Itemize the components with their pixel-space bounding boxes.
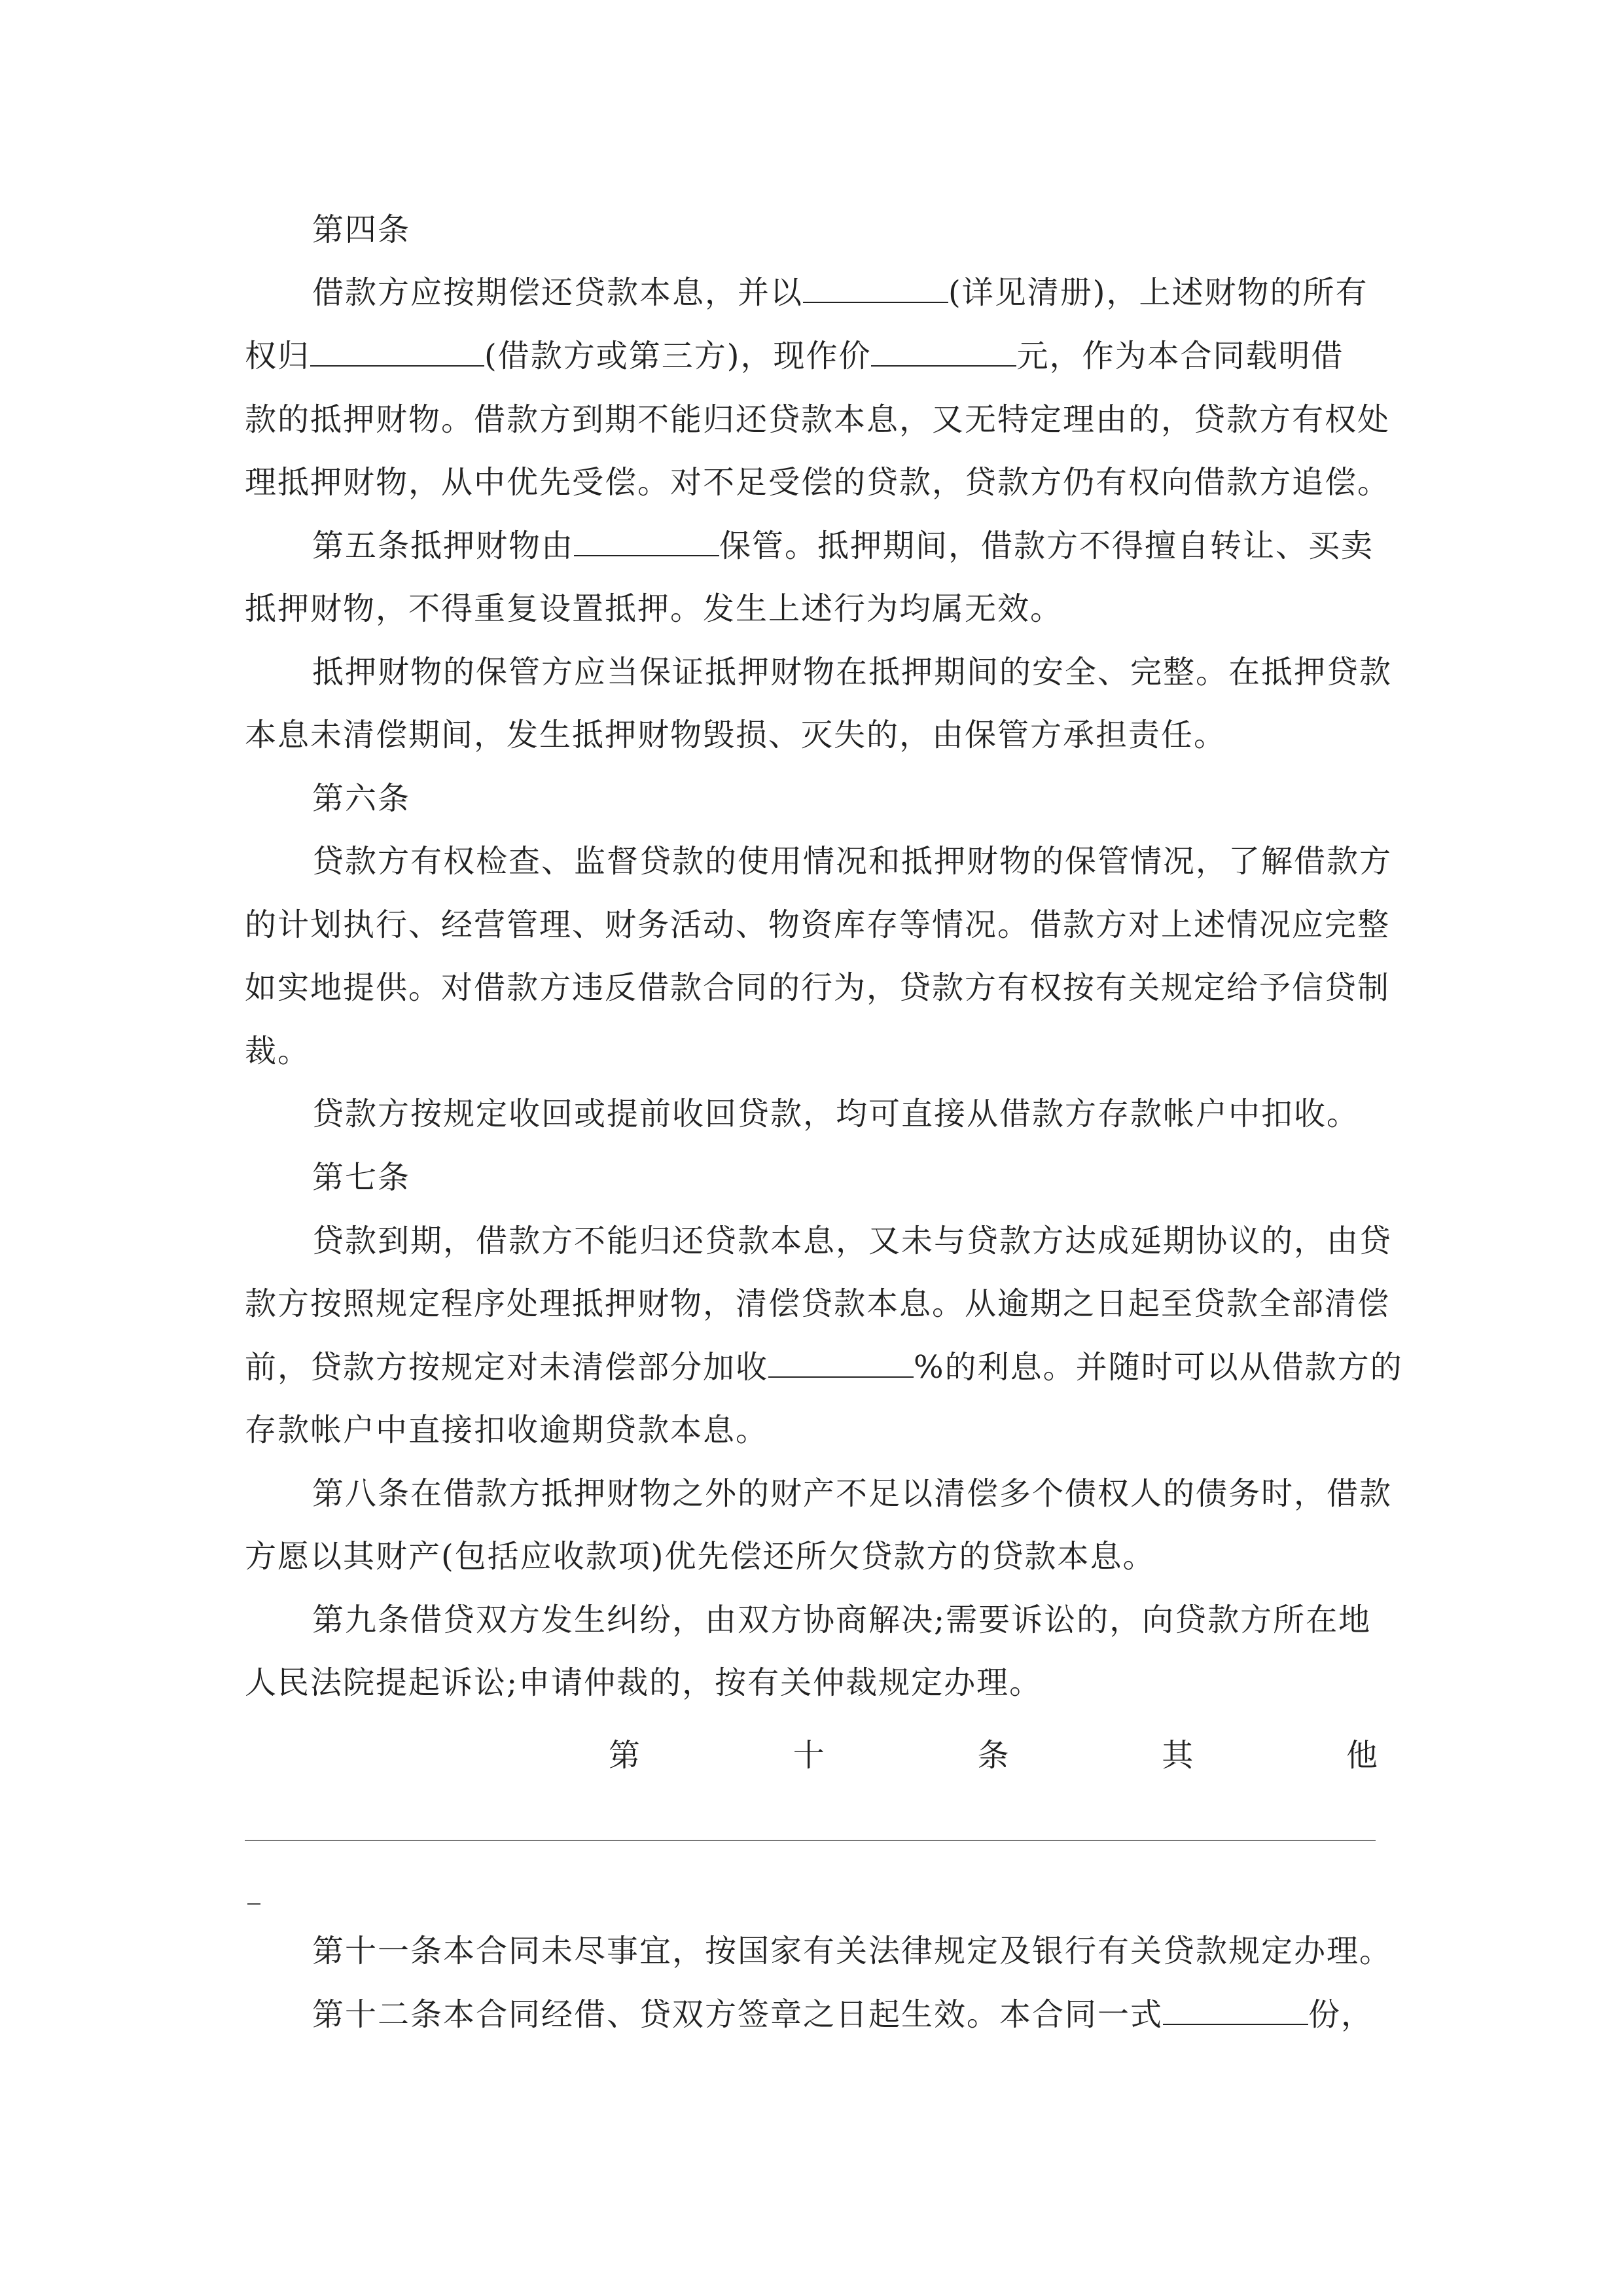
text-segment: 第十二条本合同经借、贷双方签章之日起生效。本合同一式 xyxy=(312,1996,1164,2033)
heading-char: 他 xyxy=(1346,1737,1378,1774)
heading-char: 条 xyxy=(977,1737,1009,1774)
article-6-line-4: 裁。 xyxy=(245,1033,311,1069)
heading-char: 第 xyxy=(609,1737,641,1774)
article-6-heading: 第六条 xyxy=(312,780,411,817)
text-segment: 第五条抵押财物由 xyxy=(312,528,575,564)
text-segment: 权归 xyxy=(245,338,311,374)
article-8-line-1: 第八条在借款方抵押财物之外的财产不足以清偿多个债权人的债务时，借款 xyxy=(312,1475,1393,1512)
article-6-para-2: 贷款方按规定收回或提前收回贷款，均可直接从借款方存款帐户中扣收。 xyxy=(312,1096,1360,1132)
fill-in-blank xyxy=(803,276,948,303)
text-segment: 保管。抵押期间，借款方不得擅自转让、买卖 xyxy=(719,528,1374,564)
article-4-heading: 第四条 xyxy=(312,211,411,248)
article-5-para-2-line-2: 本息未清偿期间，发生抵押财物毁损、灭失的，由保管方承担责任。 xyxy=(245,717,1227,753)
article-9-line-2: 人民法院提起诉讼;申请仲裁的，按有关仲裁规定办理。 xyxy=(245,1664,1043,1701)
text-segment: 借款方应按期偿还贷款本息，并以 xyxy=(312,274,804,311)
article-6-line-3: 如实地提供。对借款方违反借款合同的行为，贷款方有权按有关规定给予信贷制 xyxy=(245,969,1391,1006)
article-6-line-1: 贷款方有权检查、监督贷款的使用情况和抵押财物的保管情况，了解借款方 xyxy=(312,843,1393,880)
article-12-line-1 xyxy=(312,1995,1374,2034)
article-6-line-2: 的计划执行、经营管理、财务活动、物资库存等情况。借款方对上述情况应完整 xyxy=(245,906,1391,943)
fill-in-blank xyxy=(310,339,484,367)
article-7-line-2: 款方按照规定程序处理抵押财物，清偿贷款本息。从逾期之日起至贷款全部清偿 xyxy=(245,1285,1391,1322)
article-4-line-4: 理抵押财物，从中优先受偿。对不足受偿的贷款，贷款方仍有权向借款方追偿。 xyxy=(245,464,1391,501)
article-5-line-1 xyxy=(312,526,1374,565)
text-segment: (详见清册)，上述财物的所有 xyxy=(948,274,1368,311)
text-segment: %的利息。并随时可以从借款方的 xyxy=(914,1349,1403,1386)
fill-in-blank xyxy=(871,339,1016,367)
article-11: 第十一条本合同未尽事宜，按国家有关法律规定及银行有关贷款规定办理。 xyxy=(312,1933,1393,1969)
article-4-line-2 xyxy=(245,336,1344,376)
fill-in-blank xyxy=(1163,1998,1308,2025)
heading-char: 十 xyxy=(793,1737,825,1774)
fill-in-blank xyxy=(768,1350,914,1378)
article-7-heading: 第七条 xyxy=(312,1159,411,1196)
article-7-line-3 xyxy=(245,1348,1403,1387)
text-segment: (借款方或第三方)，现作价 xyxy=(484,338,872,374)
fill-in-line xyxy=(245,1840,1376,1841)
article-9-line-1: 第九条借贷双方发生纠纷，由双方协商解决;需要诉讼的，向贷款方所在地 xyxy=(312,1602,1372,1638)
article-7-line-1: 贷款到期，借款方不能归还贷款本息，又未与贷款方达成延期协议的，由贷 xyxy=(312,1223,1393,1259)
fill-in-line-end xyxy=(247,1903,260,1905)
fill-in-blank xyxy=(574,529,719,556)
article-5-para-2-line-1: 抵押财物的保管方应当保证抵押财物在抵押期间的安全、完整。在抵押贷款 xyxy=(312,654,1393,691)
article-4-line-1 xyxy=(312,273,1368,312)
heading-char: 其 xyxy=(1162,1737,1194,1774)
text-segment: 元，作为本合同载明借 xyxy=(1016,338,1344,374)
text-segment: 份， xyxy=(1308,1996,1374,2033)
article-8-line-2: 方愿以其财产(包括应收款项)优先偿还所欠贷款方的贷款本息。 xyxy=(245,1538,1156,1575)
article-10-heading xyxy=(609,1736,1378,1775)
article-5-line-2: 抵押财物，不得重复设置抵押。发生上述行为均属无效。 xyxy=(245,590,1063,627)
article-4-line-3: 款的抵押财物。借款方到期不能归还贷款本息，又无特定理由的，贷款方有权处 xyxy=(245,401,1391,438)
article-7-line-4: 存款帐户中直接扣收逾期贷款本息。 xyxy=(245,1412,769,1448)
text-segment: 前，贷款方按规定对未清偿部分加收 xyxy=(245,1349,769,1386)
